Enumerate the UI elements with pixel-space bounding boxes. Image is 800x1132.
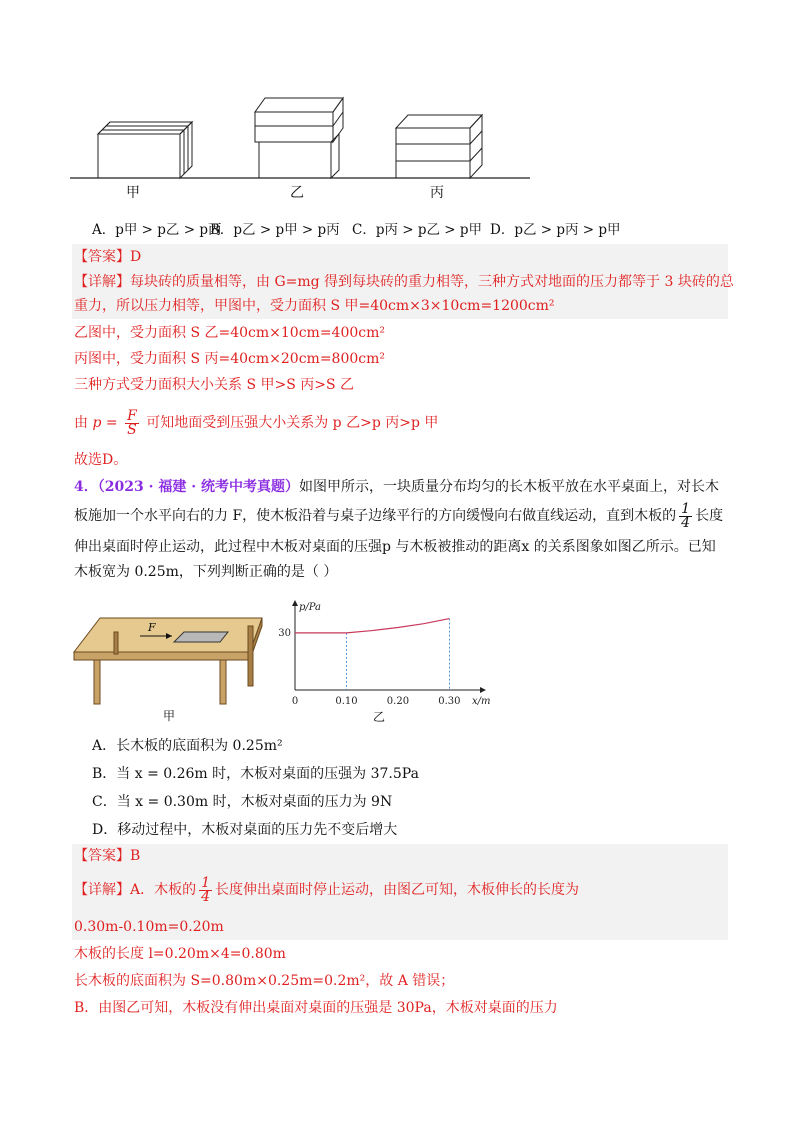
q4-option-a: A．长木板的底面积为 0.25m² (92, 738, 283, 754)
table-leg (248, 626, 253, 686)
pressure-distance-chart (275, 598, 490, 708)
fig2-caption-jia: 甲 (163, 709, 176, 723)
brick-stack-jia (98, 122, 192, 178)
fig1-label-bing: 丙 (430, 185, 444, 201)
x-tick-label: 0.10 (335, 696, 358, 707)
brick-stack-bing (396, 115, 482, 178)
q4-stem-line1: 4．（2023 · 福建 · 统考中考真题）如图甲所示，一块质量分布均匀的长木板平放在水平桌面上，对长木 (74, 479, 719, 495)
answer-value: D (130, 249, 142, 265)
q3-detail-line5: 三种方式受力面积大小关系 S 甲>S 丙>S 乙 (74, 377, 355, 393)
table-figure (70, 612, 270, 712)
q4-detail-line5: B．由图乙可知，木板没有伸出桌面对桌面的压强是 30Pa，木板对桌面的压力 (74, 1000, 558, 1016)
q3-option-c: C．p丙 > p乙 > p甲 (352, 222, 483, 238)
q4-option-b: B．当 x = 0.26m 时，木板对桌面的压强为 37.5Pa (92, 766, 419, 782)
q4-option-c: C．当 x = 0.30m 时，木板对桌面的压力为 9N (92, 794, 393, 810)
q3-detail-line6: 由 p = $\frac{F}{S}$ 可知地面受到压强大小关系为 p 乙>p 丙>p 甲 (74, 407, 439, 438)
x-axis-arrow (480, 687, 486, 693)
q3-option-a: A．p甲 > p乙 > p丙 (92, 222, 222, 238)
fraction-f-over-s: $\frac{F}{S}$ (127, 407, 137, 438)
answer-tag: 【答案】 (74, 249, 130, 265)
q4-detail-line4: 长木板的底面积为 S=0.80m×0.25m=0.2m²，故 A 错误； (74, 973, 455, 989)
table-leg (94, 660, 100, 704)
wooden-board (174, 632, 228, 642)
q4-stem-line4: 木板宽为 0.25m，下列判断正确的是（ ） (74, 564, 338, 580)
q3-detail-line4: 丙图中，受力面积 S 丙=40cm×20cm=800cm² (74, 351, 385, 367)
series-line (295, 619, 449, 633)
y-axis-arrow (292, 600, 298, 606)
x-axis-label: x/m (472, 696, 490, 707)
q4-stem-line2: 板施加一个水平向右的力 F，使木板沿着与桌子边缘平行的方向缓慢向右做直线运动，直到木板的 $\frac{1}{4}$ 长度 (74, 500, 724, 531)
q3-option-b: B．p乙 > p甲 > p丙 (210, 222, 340, 238)
q3-detail-line3: 乙图中，受力面积 S 乙=40cm×10cm=400cm² (74, 325, 385, 341)
fig1-label-yi: 乙 (290, 185, 304, 201)
x-tick-label: 0.30 (438, 696, 461, 707)
q3-detail-line7: 故选D。 (74, 452, 128, 468)
q4-detail-line3: 木板的长度 l=0.20m×4=0.80m (74, 946, 286, 962)
q3-detail-line2: 重力，所以压力相等，甲图中，受力面积 S 甲=40cm×3×10cm=1200cm² (74, 298, 555, 314)
q4-option-d: D．移动过程中，木板对桌面的压力先不变后增大 (92, 822, 398, 838)
y-axis-label: p/Pa (299, 602, 322, 613)
y-tick-label: 30 (278, 627, 291, 639)
detail-text: 每块砖的质量相等，由 G=mg 得到每块砖的重力相等，三种方式对地面的压力都等于 3 块砖的总 (130, 274, 734, 290)
q4-stem-line3: 伸出桌面时停止运动，此过程中木板对桌面的压强p 与木板被推动的距离x 的关系图象如图乙所示。已知 (74, 539, 716, 555)
q3-answer (74, 247, 141, 267)
answer-tag: 【答案】 (74, 848, 130, 864)
fraction-one-quarter: $\frac{1}{4}$ (681, 500, 691, 531)
question-number: 4． (74, 479, 98, 495)
detail-tag: 【详解】 (74, 882, 130, 898)
q4-detail-line2: 0.30m-0.10m=0.20m (74, 919, 224, 935)
formula-lhs: p = (92, 415, 118, 431)
x-tick-label: 0 (291, 696, 299, 707)
q3-detail-line1 (74, 272, 734, 292)
table-leg (114, 632, 118, 654)
question-source: （2023 · 福建 · 统考中考真题） (97, 479, 299, 495)
detail-tag: 【详解】 (74, 274, 130, 290)
fraction-one-quarter: $\frac{1}{4}$ (201, 874, 211, 905)
q3-option-d: D．p乙 > p丙 > p甲 (490, 222, 621, 238)
answer-value: B (130, 848, 141, 864)
x-tick-label: 0.20 (386, 696, 410, 707)
brick-stack-yi (255, 98, 343, 178)
q4-answer (74, 846, 140, 866)
force-label: F (148, 621, 156, 634)
fig1-label-jia: 甲 (126, 185, 140, 201)
q4-detail-line1: 【详解】A．木板的 $\frac{1}{4}$ 长度伸出桌面时停止运动，由图乙可知，木板伸长的长度为 (74, 874, 580, 905)
fig2-caption-yi: 乙 (373, 710, 386, 724)
table-leg (220, 660, 226, 704)
